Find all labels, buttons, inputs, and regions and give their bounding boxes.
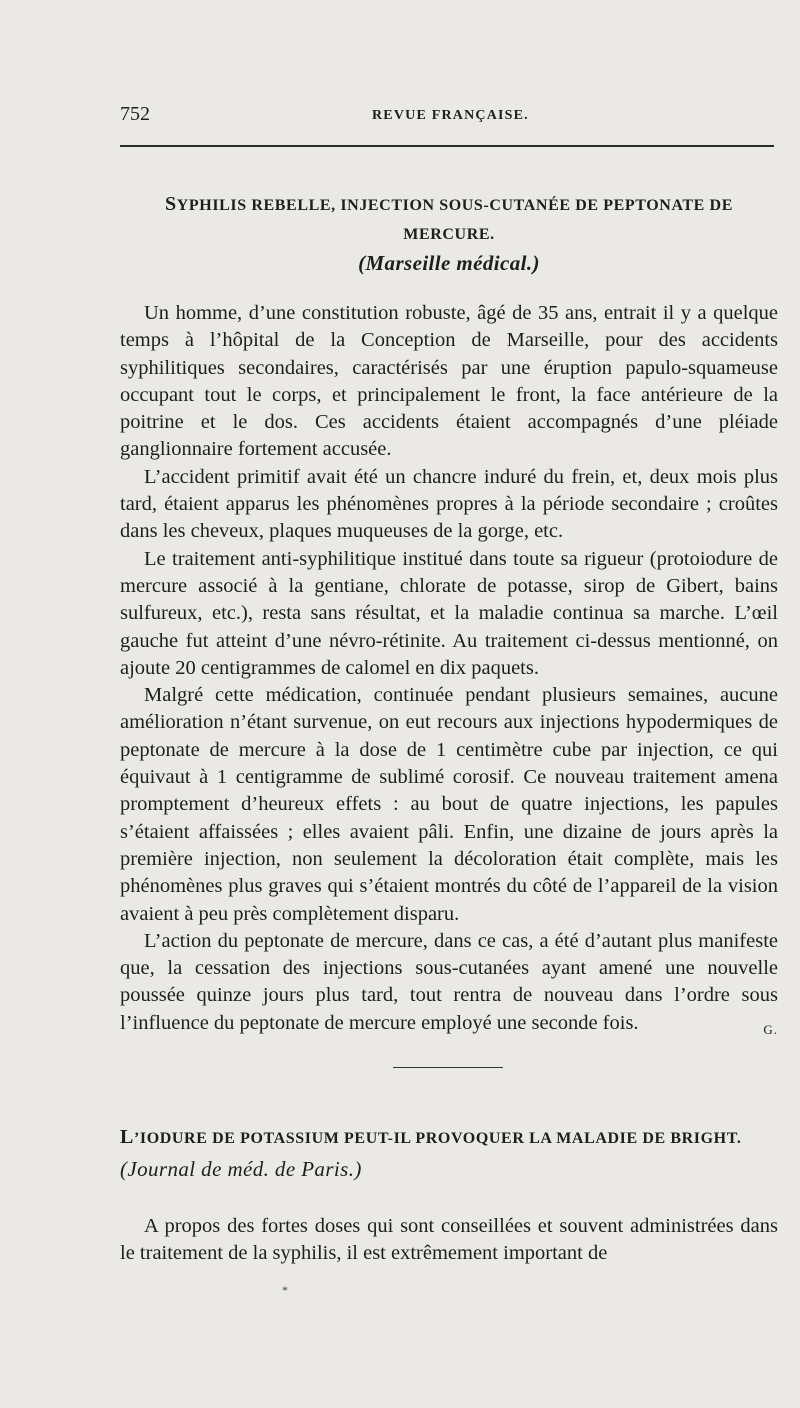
title-text: YPHILIS REBELLE, INJECTION SOUS-CUTANÉE DE PEPTONATE DE MERCURE. xyxy=(176,197,733,243)
article-source: (Journal de méd. de Paris.) xyxy=(120,1157,362,1181)
paragraph xyxy=(120,928,778,1037)
article-syphilis xyxy=(120,190,778,1043)
paragraph: L’accident primitif avait été un chancre induré du frein, et, deux mois plus tard, étaient apparus les phénomènes propres à la période secondaire ; croûtes dans les cheveux, plaques muqueuses de la gorge, etc. xyxy=(120,465,778,543)
title-initial: S xyxy=(165,193,177,215)
paragraph: Le traitement anti-syphilitique institué dans toute sa rigueur (protoiodure de mercure associé à la gentiane, chlorate de potasse, sirop de Gibert, bains sulfureux, etc.), resta sans résultat, et la maladie continua sa marche. L’œil gauche fut atteint d’une névro-rétinite. Au traitement ci-dessus mentionné, on ajoute 20 centigrammes de calomel en dix paquets. xyxy=(120,547,778,679)
paragraph: Un homme, d’une constitution robuste, âgé de 35 ans, entrait il y a quelque temps à l’hôpital de la Conception de Marseille, pour des accidents syphilitiques secondaires, caractérisés par une éruption papulo-squameuse occupant tout le corps, et principalement le front, la face antérieure de la poitrine et le dos. Ces accidents étaient accompagnés d’une pléiade ganglionnaire fortement accusée. xyxy=(120,302,778,461)
page-number: 752 xyxy=(120,103,150,125)
source-line xyxy=(120,249,778,280)
section-divider xyxy=(393,1067,503,1068)
running-head: REVUE FRANÇAISE. xyxy=(372,108,529,123)
paragraph: Malgré cette médication, continuée pendant plusieurs semaines, aucune amélioration n’étant survenue, on eut recours aux injections hypodermiques de peptonate de mercure à la dose de 1 centimètre cube par injection, ce qui équivaut à 1 centigramme de sublimé corosif. Ce nouveau traitement amena promptement d’heureux effets : au bout de quatre injections, les papules s’étaient affaissées ; elles avaient pâli. Enfin, une dizaine de jours après la première injection, non seulement la décoloration était complète, mais les phénomènes plus graves qui s’étaient montrés du côté de l’appareil de la vision avaient à peu près complètement disparu. xyxy=(120,684,778,925)
article-title xyxy=(120,1122,778,1187)
author-signature: G. xyxy=(763,1021,778,1037)
article-source: (Marseille médical.) xyxy=(358,251,540,275)
title-initial: L xyxy=(120,1126,134,1148)
page-header xyxy=(120,103,774,133)
paragraph: A propos des fortes doses qui sont conseillées et souvent administrées dans le traitement de la syphilis, il est extrêmement important de xyxy=(120,1215,778,1265)
article-title xyxy=(120,190,778,249)
header-rule xyxy=(120,145,774,147)
title-text: ’IODURE DE POTASSIUM PEUT-IL PROVOQUER LA MALADIE DE BRIGHT. xyxy=(133,1130,742,1147)
print-speck: * xyxy=(282,1283,288,1297)
article-iodure xyxy=(120,1122,778,1268)
paragraph-text: L’action du peptonate de mercure, dans ce cas, a été d’autant plus manifeste que, la cessation des injections sous-cutanées ayant amené une nouvelle poussée quinze jours plus tard, tout rentra de nouveau dans l’ordre sous l’influence du peptonate de mercure employé une seconde fois. xyxy=(120,929,778,1034)
